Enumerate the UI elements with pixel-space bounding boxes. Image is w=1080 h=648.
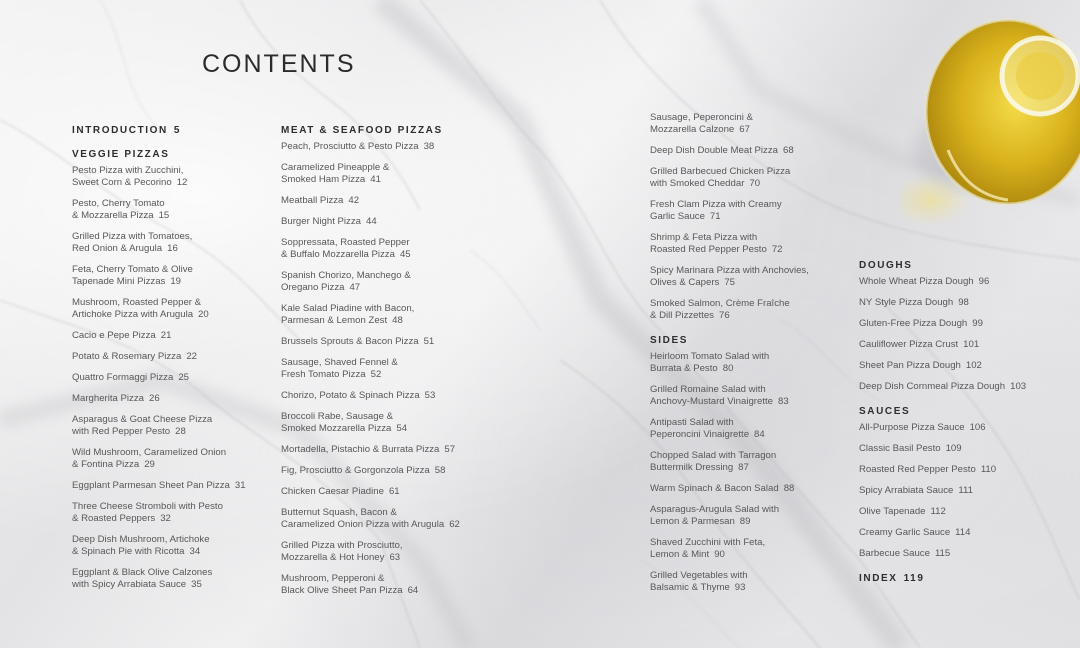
toc-entry xyxy=(281,411,531,435)
toc-entry-page: 103 xyxy=(1010,381,1027,392)
toc-entry-title: Roasted Red Pepper Pesto xyxy=(859,464,976,475)
toc-entry xyxy=(281,486,531,498)
toc-entry-page: 88 xyxy=(783,483,795,494)
toc-entry-title: Shrimp & Feta Pizza with Roasted Red Pepper Pesto xyxy=(650,232,767,255)
toc-entry-title: Mushroom, Pepperoni & Black Olive Sheet Pan Pizza xyxy=(281,573,403,596)
toc-entry-title: Mortadella, Pistachio & Burrata Pizza xyxy=(281,444,440,455)
toc-entry-page: 25 xyxy=(178,372,189,383)
toc-entry-title: Antipasti Salad with Peperoncini Vinaigrette xyxy=(650,417,750,440)
toc-entry xyxy=(281,465,531,477)
toc-entry-page: 53 xyxy=(424,390,436,401)
toc-entry-page: 19 xyxy=(170,276,181,287)
toc-entry-title: Sausage, Peperoncini & Mozzarella Calzone xyxy=(650,112,753,135)
toc-entry xyxy=(281,141,531,153)
toc-entry-page: 22 xyxy=(186,351,197,362)
toc-entry-page: 112 xyxy=(930,506,946,517)
toc-entry-title: Spanish Chorizo, Manchego & Oregano Pizza xyxy=(281,270,411,293)
toc-entry-page: 51 xyxy=(423,336,435,347)
toc-entry-title: Burger Night Pizza xyxy=(281,216,361,227)
toc-entry-title: Whole Wheat Pizza Dough xyxy=(859,276,974,287)
toc-entry-title: Potato & Rosemary Pizza xyxy=(72,351,182,362)
toc-entry-title: Chicken Caesar Piadine xyxy=(281,486,384,497)
olive-oil-bowl-image xyxy=(900,0,1080,230)
toc-entry xyxy=(650,232,900,256)
toc-entry xyxy=(859,464,1080,476)
toc-entry-page: 58 xyxy=(434,465,446,476)
toc-entry xyxy=(859,422,1080,434)
toc-entry-page: 42 xyxy=(348,195,360,206)
toc-entry-page: 101 xyxy=(963,339,980,350)
toc-entry-title: Grilled Pizza with Prosciutto, Mozzarella & Hot Honey xyxy=(281,540,403,563)
toc-entry-title: Smoked Salmon, Crème Fraîche & Dill Pizzettes xyxy=(650,298,790,321)
toc-entry-page: 41 xyxy=(370,174,381,185)
toc-entry xyxy=(859,443,1080,455)
toc-entry-page: 93 xyxy=(734,582,746,593)
toc-entry xyxy=(859,485,1080,497)
toc-entry-title: Broccoli Rabe, Sausage & Smoked Mozzarella Pizza xyxy=(281,411,393,434)
toc-entry-title: Deep Dish Cornmeal Pizza Dough xyxy=(859,381,1006,392)
toc-entry-title: Olive Tapenade xyxy=(859,506,926,517)
toc-entry-page: 61 xyxy=(388,486,400,497)
toc-entry-page: 102 xyxy=(965,360,982,371)
toc-entry-title: Gluten-Free Pizza Dough xyxy=(859,318,968,329)
toc-entry-title: Butternut Squash, Bacon & Caramelized Onion Pizza with Arugula xyxy=(281,507,445,530)
toc-entry-title: Classic Basil Pesto xyxy=(859,443,941,454)
toc-entry xyxy=(281,444,531,456)
section-heading-title: INTRODUCTION xyxy=(72,125,168,136)
section-heading-title: MEAT & SEAFOOD PIZZAS xyxy=(281,125,443,136)
toc-entry-page: 72 xyxy=(771,244,783,255)
toc-entry-title: Mushroom, Roasted Pepper & Artichoke Pizza with Arugula xyxy=(72,297,202,320)
toc-entry-title: Grilled Romaine Salad with Anchovy-Mustard Vinaigrette xyxy=(650,384,774,407)
toc-entry-title: Chorizo, Potato & Spinach Pizza xyxy=(281,390,420,401)
toc-entry xyxy=(859,506,1080,518)
toc-entry xyxy=(281,162,531,186)
toc-entry-page: 90 xyxy=(714,549,725,560)
toc-entry-page: 99 xyxy=(972,318,983,329)
toc-entry-page: 45 xyxy=(399,249,411,260)
toc-column-4 xyxy=(859,260,1080,589)
toc-entry-title: Peach, Prosciutto & Pesto Pizza xyxy=(281,141,419,152)
toc-entry-title: Grilled Pizza with Tomatoes, Red Onion & Arugula xyxy=(72,231,193,254)
toc-entry-title: NY Style Pizza Dough xyxy=(859,297,954,308)
toc-entry-page: 63 xyxy=(389,552,401,563)
toc-entry-page: 68 xyxy=(782,145,794,156)
toc-entry-title: Kale Salad Piadine with Bacon, Parmesan & Lemon Zest xyxy=(281,303,415,326)
toc-entry-page: 20 xyxy=(198,309,209,320)
toc-entry-page: 106 xyxy=(969,422,986,433)
toc-entry-page: 71 xyxy=(709,211,721,222)
toc-entry-page: 29 xyxy=(144,459,155,470)
section-heading xyxy=(859,573,1080,584)
toc-entry-title: Fresh Clam Pizza with Creamy Garlic Sauce xyxy=(650,199,782,222)
toc-entry-page: 64 xyxy=(407,585,419,596)
toc-entry-title: Pesto Pizza with Zucchini, Sweet Corn & Pecorino xyxy=(72,165,184,188)
toc-entry-page: 16 xyxy=(167,243,178,254)
toc-entry xyxy=(281,336,531,348)
section-heading-title: SIDES xyxy=(650,335,689,346)
toc-entry-page: 57 xyxy=(444,444,456,455)
toc-entry-title: Chopped Salad with Tarragon Buttermilk Dressing xyxy=(650,450,777,473)
toc-entry-page: 44 xyxy=(365,216,377,227)
toc-entry xyxy=(650,145,900,157)
toc-entry-title: Cacio e Pepe Pizza xyxy=(72,330,156,341)
toc-entry xyxy=(281,303,531,327)
toc-entry xyxy=(281,357,531,381)
toc-entry xyxy=(650,166,900,190)
toc-entry-title: Spicy Marinara Pizza with Anchovies, Olives & Capers xyxy=(650,265,809,288)
toc-entry-page: 110 xyxy=(980,464,997,475)
toc-entry xyxy=(859,548,1080,560)
toc-entry-title: Soppressata, Roasted Pepper & Buffalo Mozzarella Pizza xyxy=(281,237,410,260)
toc-entry-page: 115 xyxy=(934,548,951,559)
toc-entry-title: Barbecue Sauce xyxy=(859,548,930,559)
toc-entry-page: 54 xyxy=(396,423,408,434)
section-heading-title: INDEX xyxy=(859,573,898,584)
toc-entry-title: Spicy Arrabiata Sauce xyxy=(859,485,954,496)
toc-entry-page: 70 xyxy=(749,178,761,189)
toc-entry xyxy=(859,339,1080,351)
toc-entry-page: 83 xyxy=(778,396,789,407)
section-heading xyxy=(859,406,1080,417)
toc-entry-page: 76 xyxy=(718,310,730,321)
toc-entry xyxy=(281,237,531,261)
toc-entry-title: Cauliflower Pizza Crust xyxy=(859,339,959,350)
toc-entry-page: 21 xyxy=(160,330,172,341)
toc-entry-title: Brussels Sprouts & Bacon Pizza xyxy=(281,336,419,347)
toc-entry-page: 48 xyxy=(392,315,403,326)
toc-entry-page: 15 xyxy=(158,210,170,221)
toc-entry-page: 32 xyxy=(160,513,171,524)
toc-entry xyxy=(859,276,1080,288)
toc-entry xyxy=(859,527,1080,539)
toc-entry xyxy=(859,381,1080,393)
toc-entry-page: 80 xyxy=(722,363,734,374)
toc-entry-page: 26 xyxy=(148,393,160,404)
toc-entry xyxy=(281,195,531,207)
toc-entry-page: 109 xyxy=(945,443,962,454)
toc-entry-page: 111 xyxy=(958,485,973,496)
section-heading-page: 5 xyxy=(173,125,182,136)
toc-entry-page: 96 xyxy=(978,276,990,287)
toc-entry xyxy=(281,540,531,564)
toc-entry-title: Three Cheese Stromboli with Pesto & Roasted Peppers xyxy=(72,501,223,524)
toc-entry-title: Grilled Vegetables with Balsamic & Thyme xyxy=(650,570,748,593)
section-heading-title: SAUCES xyxy=(859,406,911,417)
toc-entry-title: Shaved Zucchini with Feta, Lemon & Mint xyxy=(650,537,766,560)
toc-entry xyxy=(650,112,900,136)
toc-entry-page: 38 xyxy=(423,141,435,152)
toc-entry-page: 47 xyxy=(349,282,361,293)
toc-entry-page: 67 xyxy=(739,124,750,135)
toc-entry-title: Caramelized Pineapple & Smoked Ham Pizza xyxy=(281,162,390,185)
toc-entry-page: 12 xyxy=(176,177,188,188)
toc-entry-page: 84 xyxy=(754,429,765,440)
toc-entry-page: 35 xyxy=(191,579,202,590)
toc-entry-title: Eggplant & Black Olive Calzones with Spicy Arrabiata Sauce xyxy=(72,567,213,590)
toc-column-2 xyxy=(281,125,531,606)
toc-entry-page: 75 xyxy=(724,277,735,288)
toc-entry-title: Grilled Barbecued Chicken Pizza with Smoked Cheddar xyxy=(650,166,791,189)
toc-entry xyxy=(281,573,531,597)
toc-entry-title: Meatball Pizza xyxy=(281,195,344,206)
toc-entry-title: Deep Dish Mushroom, Artichoke & Spinach Pie with Ricotta xyxy=(72,534,210,557)
section-heading-page: 119 xyxy=(903,573,925,584)
section-heading-title: VEGGIE PIZZAS xyxy=(72,149,170,160)
toc-entry-title: Heirloom Tomato Salad with Burrata & Pesto xyxy=(650,351,770,374)
toc-entry xyxy=(281,507,531,531)
toc-entry-page: 31 xyxy=(234,480,246,491)
toc-entry-title: Asparagus & Goat Cheese Pizza with Red Pepper Pesto xyxy=(72,414,213,437)
toc-entry-title: Margherita Pizza xyxy=(72,393,144,404)
toc-entry-title: Sheet Pan Pizza Dough xyxy=(859,360,961,371)
toc-entry-title: Warm Spinach & Bacon Salad xyxy=(650,483,779,494)
section-heading xyxy=(859,260,1080,271)
toc-entry-page: 34 xyxy=(189,546,201,557)
toc-entry-title: Wild Mushroom, Caramelized Onion & Fontina Pizza xyxy=(72,447,227,470)
toc-entry-title: Fig, Prosciutto & Gorgonzola Pizza xyxy=(281,465,430,476)
toc-entry-title: Deep Dish Double Meat Pizza xyxy=(650,145,778,156)
toc-entry-page: 62 xyxy=(449,519,460,530)
toc-entry xyxy=(859,318,1080,330)
page-title: CONTENTS xyxy=(202,50,356,78)
toc-entry xyxy=(281,216,531,228)
toc-entry-title: Sausage, Shaved Fennel & Fresh Tomato Pizza xyxy=(281,357,398,380)
toc-entry-page: 52 xyxy=(370,369,382,380)
toc-entry-page: 87 xyxy=(738,462,749,473)
toc-entry xyxy=(859,360,1080,372)
section-heading-title: DOUGHS xyxy=(859,260,913,271)
toc-entry xyxy=(859,297,1080,309)
toc-entry-page: 28 xyxy=(175,426,186,437)
toc-entry-page: 89 xyxy=(739,516,751,527)
toc-entry-title: Asparagus-Arugula Salad with Lemon & Parmesan xyxy=(650,504,780,527)
toc-entry-page: 98 xyxy=(958,297,969,308)
section-heading xyxy=(281,125,531,136)
toc-entry-title: All-Purpose Pizza Sauce xyxy=(859,422,965,433)
toc-entry-title: Pesto, Cherry Tomato & Mozzarella Pizza xyxy=(72,198,165,221)
toc-entry-page: 114 xyxy=(955,527,971,538)
toc-entry-title: Quattro Formaggi Pizza xyxy=(72,372,174,383)
toc-entry-title: Creamy Garlic Sauce xyxy=(859,527,951,538)
toc-entry xyxy=(650,199,900,223)
toc-entry xyxy=(281,270,531,294)
toc-entry-title: Feta, Cherry Tomato & Olive Tapenade Mini Pizzas xyxy=(72,264,193,287)
toc-entry-title: Eggplant Parmesan Sheet Pan Pizza xyxy=(72,480,230,491)
toc-entry xyxy=(281,390,531,402)
